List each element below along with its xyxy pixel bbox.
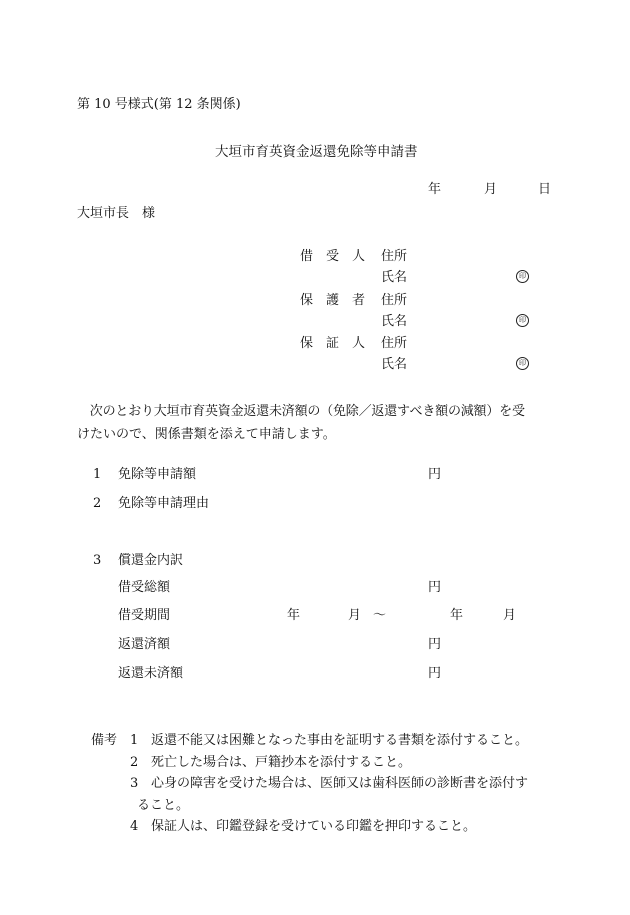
note-3-text-line-2: ること。 (137, 798, 190, 813)
note-2-text: 死亡した場合は、戸籍抄本を添付すること。 (151, 755, 412, 770)
guarantor-label: 保 証 人 (300, 336, 366, 351)
repaid-yen: 円 (428, 637, 442, 652)
guardian-seal-mark: 印 (516, 314, 529, 327)
date-day-label: 日 (538, 182, 552, 197)
notes-label: 備考 (91, 733, 118, 748)
unpaid-yen: 円 (428, 666, 442, 681)
item-3-number: 3 (93, 553, 102, 568)
period-start-year: 年 (287, 608, 301, 623)
guarantor-name-label: 氏名 (381, 357, 408, 372)
body-line-2: けたいので、関係書類を添えて申請します。 (77, 427, 336, 442)
item-2-label: 免除等申請理由 (118, 496, 210, 511)
total-borrowed-yen: 円 (428, 580, 442, 595)
item-1-label: 免除等申請額 (118, 467, 197, 482)
period-tilde: ～ (373, 608, 387, 623)
borrower-name-label: 氏名 (381, 270, 408, 285)
form-number: 第 10 号様式(第 12 条関係) (77, 97, 241, 112)
guarantor-seal-mark: 印 (516, 357, 529, 370)
addressee: 大垣市長 様 (77, 206, 156, 221)
date-month-label: 月 (484, 182, 498, 197)
period-start-month: 月 (348, 608, 362, 623)
item-1-yen: 円 (428, 467, 442, 482)
note-3-text-line-1: 心身の障害を受けた場合は、医師又は歯科医師の診断書を添付す (151, 776, 529, 791)
date-year-label: 年 (428, 182, 442, 197)
body-line-1: 次のとおり大垣市育英資金返還未済額の（免除／返還すべき額の減額）を受 (77, 404, 525, 419)
guardian-name-label: 氏名 (381, 314, 408, 329)
guardian-address-label: 住所 (381, 293, 408, 308)
guarantor-address-label: 住所 (381, 336, 408, 351)
note-2-number: 2 (130, 755, 139, 770)
note-1-text: 返還不能又は困難となった事由を証明する書類を添付すること。 (151, 733, 529, 748)
total-borrowed-label: 借受総額 (118, 580, 171, 595)
borrower-label: 借 受 人 (300, 249, 366, 264)
repaid-label: 返還済額 (118, 637, 171, 652)
item-2-number: 2 (93, 496, 102, 511)
note-1-number: 1 (130, 733, 139, 748)
period-end-year: 年 (450, 608, 464, 623)
item-3-label: 償還金内訳 (118, 553, 184, 568)
note-3-number: 3 (130, 776, 139, 791)
note-4-text: 保証人は、印鑑登録を受けている印鑑を押印すること。 (151, 819, 477, 834)
note-4-number: 4 (130, 819, 139, 834)
period-end-month: 月 (503, 608, 517, 623)
period-label: 借受期間 (118, 608, 171, 623)
borrower-address-label: 住所 (381, 249, 408, 264)
item-1-number: 1 (93, 467, 102, 482)
document-title: 大垣市育英資金返還免除等申請書 (215, 144, 418, 160)
borrower-seal-mark: 印 (516, 270, 529, 283)
guardian-label: 保 護 者 (300, 293, 366, 308)
unpaid-label: 返還未済額 (118, 666, 184, 681)
